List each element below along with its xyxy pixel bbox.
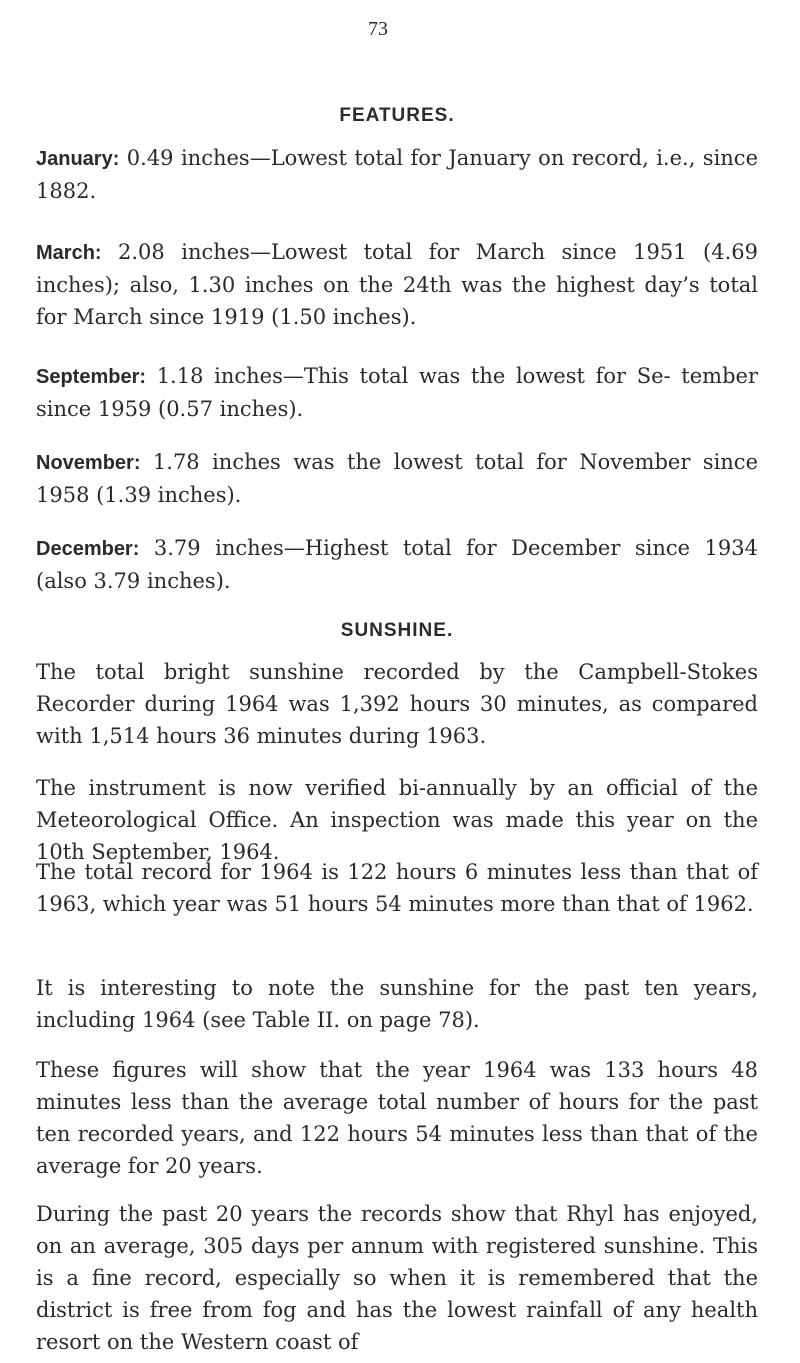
feature-label: September: (36, 366, 147, 388)
feature-january (36, 142, 758, 207)
sunshine-heading: SUNSHINE. (340, 620, 454, 641)
feature-text: 1.18 inches—This total was the lowest for Se- tember since 1959 (0.57 inches). (36, 364, 758, 421)
feature-label: March: (36, 242, 102, 264)
sunshine-paragraph: The total record for 1964 is 122 hours 6 minutes less than that of 1963, which year was 51 hours 54 minutes more than that of 1962. (36, 860, 758, 916)
feature-text: 3.79 inches—Highest total for December since 1934 (also 3.79 inches). (36, 536, 758, 593)
sunshine-paragraph: The instrument is now verified bi-annually by an official of the Meteorological Office. An inspection was made this year on the 10th September, 1964. (36, 776, 758, 864)
sunshine-paragraph: These figures will show that the year 1964 was 133 hours 48 minutes less than the average total number of hours for the past ten recorded years, and 122 hours 54 minutes less than that of the average for 20 years. (36, 1058, 758, 1178)
feature-label: November: (36, 452, 141, 474)
sunshine-paragraph: The total bright sunshine recorded by the Campbell-Stokes Recorder during 1964 was 1,392 hours 30 minutes, as compared with 1,514 hours 36 minutes during 1963. (36, 660, 758, 748)
sunshine-paragraph: During the past 20 years the records show that Rhyl has enjoyed, on an average, 305 days per annum with registered sunshine. This is a fine record, especially so when it is remembered that the district is free from fog and has the lowest rainfall of any health resort on the Western coast of (36, 1202, 758, 1354)
features-heading: FEATURES. (339, 105, 455, 126)
feature-label: January: (36, 148, 120, 170)
sunshine-paragraph: It is interesting to note the sunshine for the past ten years, including 1964 (see Table II. on page 78). (36, 976, 758, 1032)
feature-text: 2.08 inches—Lowest total for March since 1951 (4.69 inches); also, 1.30 inches on the 24th was the highest day’s total for March since 1919 (1.50 inches). (36, 240, 758, 329)
feature-september (36, 360, 758, 425)
feature-march (36, 236, 758, 333)
feature-december (36, 532, 758, 597)
feature-november (36, 446, 758, 511)
page-number: 73 (368, 18, 388, 40)
feature-label: December: (36, 538, 140, 560)
feature-text: 0.49 inches—Lowest total for January on record, i.e., since 1882. (36, 146, 758, 203)
feature-text: 1.78 inches was the lowest total for November since 1958 (1.39 inches). (36, 450, 758, 507)
